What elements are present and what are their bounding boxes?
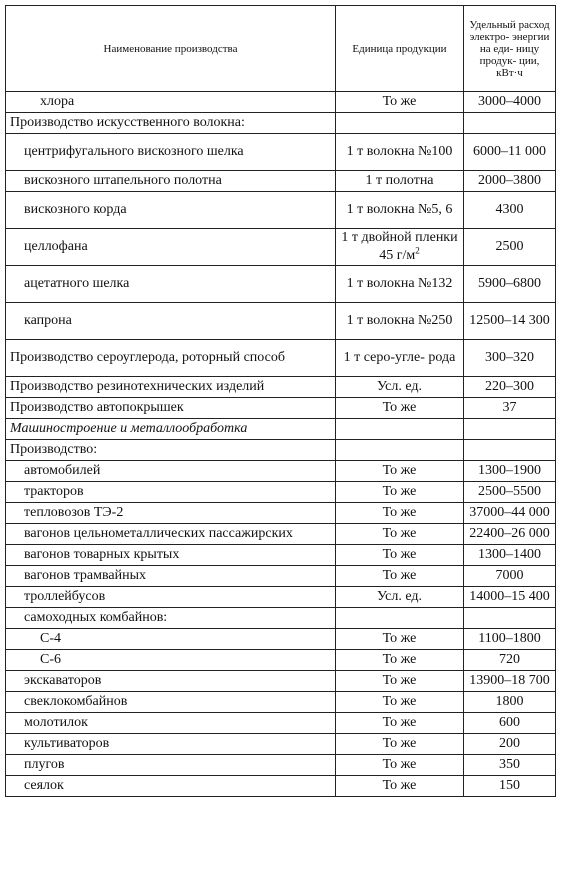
row-unit	[336, 419, 464, 440]
row-name: Производство сероуглерода, роторный способ	[6, 340, 336, 377]
table-row	[6, 134, 556, 171]
row-rate: 4300	[464, 192, 556, 229]
table-row	[6, 545, 556, 566]
row-rate: 1300–1900	[464, 461, 556, 482]
row-rate	[464, 419, 556, 440]
table-row	[6, 629, 556, 650]
table-row	[6, 303, 556, 340]
table-row	[6, 171, 556, 192]
row-name: ацетатного шелка	[6, 266, 336, 303]
row-name: центрифугального вискозного шелка	[6, 134, 336, 171]
row-unit: То же	[336, 503, 464, 524]
row-rate: 14000–15 400	[464, 587, 556, 608]
row-rate	[464, 113, 556, 134]
row-rate: 350	[464, 755, 556, 776]
row-rate: 37	[464, 398, 556, 419]
row-name: С-4	[6, 629, 336, 650]
row-rate: 600	[464, 713, 556, 734]
row-rate: 7000	[464, 566, 556, 587]
row-unit: То же	[336, 482, 464, 503]
row-rate: 150	[464, 776, 556, 797]
row-unit	[336, 113, 464, 134]
row-unit: То же	[336, 629, 464, 650]
table-row	[6, 734, 556, 755]
row-name: тепловозов ТЭ-2	[6, 503, 336, 524]
table-row	[6, 587, 556, 608]
row-rate: 5900–6800	[464, 266, 556, 303]
row-name: автомобилей	[6, 461, 336, 482]
row-rate	[464, 608, 556, 629]
table-row	[6, 692, 556, 713]
table-row	[6, 713, 556, 734]
row-unit-text: 1 т двойной пленки 45 г/м	[341, 230, 458, 263]
row-name: хлора	[6, 92, 336, 113]
row-name: молотилок	[6, 713, 336, 734]
row-name: вагонов цельнометаллических пассажирских	[6, 524, 336, 545]
header-unit: Единица продукции	[336, 6, 464, 92]
table-row	[6, 229, 556, 266]
table-row	[6, 650, 556, 671]
row-unit	[336, 440, 464, 461]
row-unit: То же	[336, 545, 464, 566]
row-rate: 12500–14 300	[464, 303, 556, 340]
row-rate: 37000–44 000	[464, 503, 556, 524]
row-name: тракторов	[6, 482, 336, 503]
row-unit	[336, 608, 464, 629]
table-header-row	[6, 6, 556, 92]
table-row	[6, 377, 556, 398]
row-name: культиваторов	[6, 734, 336, 755]
table-row	[6, 776, 556, 797]
row-unit: То же	[336, 92, 464, 113]
row-rate: 22400–26 000	[464, 524, 556, 545]
row-rate: 1800	[464, 692, 556, 713]
row-rate: 13900–18 700	[464, 671, 556, 692]
row-rate	[464, 440, 556, 461]
row-unit: То же	[336, 776, 464, 797]
row-rate: 1100–1800	[464, 629, 556, 650]
table-row	[6, 398, 556, 419]
row-name: Производство:	[6, 440, 336, 461]
header-rate: Удельный расход электро- энергии на еди- ницу продук- ции, кВт·ч	[464, 6, 556, 92]
row-name: целлофана	[6, 229, 336, 266]
row-name: сеялок	[6, 776, 336, 797]
row-rate: 200	[464, 734, 556, 755]
row-name: экскаваторов	[6, 671, 336, 692]
row-name: Производство искусственного волокна:	[6, 113, 336, 134]
row-unit: То же	[336, 692, 464, 713]
table-row	[6, 192, 556, 229]
row-rate: 2500	[464, 229, 556, 266]
row-rate: 2500–5500	[464, 482, 556, 503]
table-row	[6, 113, 556, 134]
row-unit: То же	[336, 461, 464, 482]
row-unit: 1 т волокна №250	[336, 303, 464, 340]
row-name: вискозного штапельного полотна	[6, 171, 336, 192]
table-row	[6, 671, 556, 692]
row-unit	[336, 229, 464, 266]
table-row	[6, 266, 556, 303]
row-unit: 1 т серо-угле- рода	[336, 340, 464, 377]
row-rate: 6000–11 000	[464, 134, 556, 171]
row-rate: 2000–3800	[464, 171, 556, 192]
table-row	[6, 503, 556, 524]
row-name: вагонов трамвайных	[6, 566, 336, 587]
section-heading: Машиностроение и металлообработка	[6, 419, 336, 440]
row-rate: 1300–1400	[464, 545, 556, 566]
row-name: Производство автопокрышек	[6, 398, 336, 419]
table-row	[6, 340, 556, 377]
section-heading-row	[6, 419, 556, 440]
table-row	[6, 755, 556, 776]
row-rate: 300–320	[464, 340, 556, 377]
header-name: Наименование производства	[6, 6, 336, 92]
row-unit: То же	[336, 398, 464, 419]
energy-consumption-table	[5, 5, 556, 797]
row-unit: 1 т волокна №132	[336, 266, 464, 303]
row-unit: Усл. ед.	[336, 587, 464, 608]
row-unit: То же	[336, 671, 464, 692]
row-unit: 1 т волокна №5, 6	[336, 192, 464, 229]
table-row	[6, 482, 556, 503]
table-row	[6, 566, 556, 587]
row-name: вагонов товарных крытых	[6, 545, 336, 566]
row-name: самоходных комбайнов:	[6, 608, 336, 629]
row-name: вискозного корда	[6, 192, 336, 229]
row-name: С-6	[6, 650, 336, 671]
row-unit: То же	[336, 524, 464, 545]
row-unit: То же	[336, 566, 464, 587]
table-row	[6, 92, 556, 113]
row-unit: 1 т волокна №100	[336, 134, 464, 171]
row-rate: 3000–4000	[464, 92, 556, 113]
row-name: капрона	[6, 303, 336, 340]
row-unit: То же	[336, 734, 464, 755]
row-unit: То же	[336, 713, 464, 734]
table-row	[6, 461, 556, 482]
row-name: плугов	[6, 755, 336, 776]
table-row	[6, 524, 556, 545]
row-unit: Усл. ед.	[336, 377, 464, 398]
table-row	[6, 608, 556, 629]
table-row	[6, 440, 556, 461]
row-name: троллейбусов	[6, 587, 336, 608]
row-name: свеклокомбайнов	[6, 692, 336, 713]
row-unit: То же	[336, 650, 464, 671]
unit-superscript: 2	[415, 245, 420, 256]
row-name: Производство резинотехнических изделий	[6, 377, 336, 398]
row-rate: 720	[464, 650, 556, 671]
row-rate: 220–300	[464, 377, 556, 398]
row-unit: 1 т полотна	[336, 171, 464, 192]
row-unit: То же	[336, 755, 464, 776]
